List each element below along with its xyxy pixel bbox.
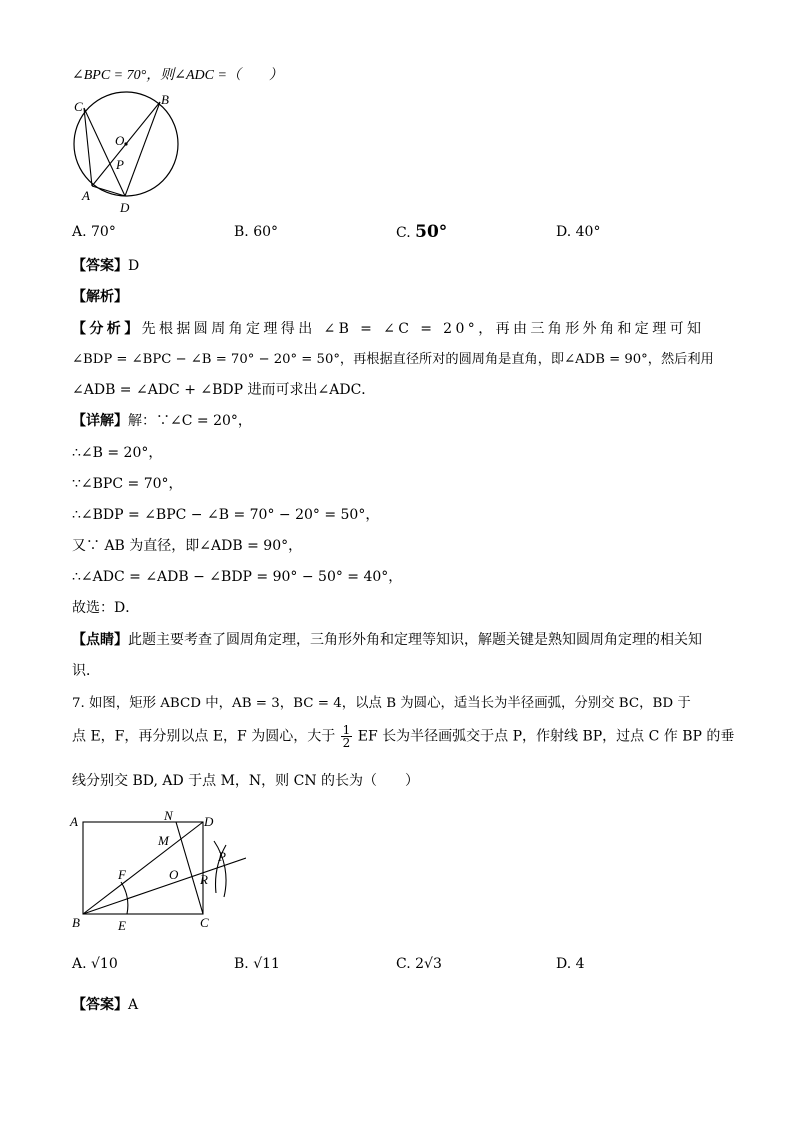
label-D: D bbox=[120, 200, 130, 215]
q6-detail-line-2: ∴∠B = 20°， bbox=[72, 445, 163, 461]
q6-comment-line-1: 【点睛】此题主要考查了圆周角定理，三角形外角和定理等知识，解题关键是熟知圆周角定理的相关知 bbox=[72, 632, 702, 648]
label-P: P bbox=[116, 157, 124, 172]
q6-option-b: B. 60° bbox=[234, 224, 279, 240]
q7-option-a: A. √10 bbox=[72, 956, 118, 972]
q6-detail-line-5: 又∵ AB 为直径，即∠ADB = 90°， bbox=[72, 538, 303, 554]
q6-comment-line-2: 识． bbox=[72, 663, 100, 679]
q6-analysis-line-2: ∠BDP = ∠BPC − ∠B = 70° − 20° = 50°，再根据直径所对的圆周角是直角，即∠ADB = 90°，然后利用 bbox=[72, 352, 714, 367]
q6-detail-line-4: ∴∠BDP = ∠BPC − ∠B = 70° − 20° = 50°， bbox=[72, 507, 380, 523]
q7-stem-line-2: 点 E，F，再分别以点 E，F 为圆心，大于 $\frac{1}{2}$ EF 长为半径画弧交于点 P，作射线 BP，过点 C 作 BP 的垂 bbox=[72, 723, 735, 750]
q6-analysis-line-3: ∠ADB = ∠ADC + ∠BDP 进而可求出∠ADC． bbox=[72, 382, 376, 398]
label-O: O bbox=[169, 867, 179, 882]
q7-option-c: C. 2√3 bbox=[396, 956, 442, 972]
label-N: N bbox=[164, 808, 173, 823]
q6-option-c: C. 50° bbox=[396, 222, 448, 242]
q7-stem-line-1: 7. 如图，矩形 ABCD 中，AB = 3，BC = 4，以点 B 为圆心，适当长为半径画弧，分别交 BC，BD 于 bbox=[72, 696, 691, 711]
q6-option-d: D. 40° bbox=[556, 224, 601, 240]
q6-detail-line-6: ∴∠ADC = ∠ADB − ∠BDP = 90° − 50° = 40°， bbox=[72, 569, 403, 585]
q6-answer: 【答案】D bbox=[72, 258, 140, 274]
label-C: C bbox=[200, 915, 209, 930]
label-B: B bbox=[161, 92, 169, 107]
label-D: D bbox=[204, 814, 214, 829]
q6-analysis-line-1: 【分析】先根据圆周角定理得出 ∠B = ∠C = 20°，再由三角形外角和定理可知 bbox=[72, 321, 705, 337]
q6-analysis-tag: 【解析】 bbox=[72, 289, 128, 305]
q6-circle-figure bbox=[60, 88, 190, 220]
q7-option-d: D. 4 bbox=[556, 956, 585, 972]
label-A: A bbox=[82, 188, 90, 203]
label-O: O bbox=[115, 133, 125, 148]
q6-detail-line-1: 【详解】解：∵∠C = 20°， bbox=[72, 413, 252, 429]
q6-stem-line: ∠BPC = 70°，则∠ADC =（ ） bbox=[72, 68, 283, 83]
label-P: P bbox=[218, 849, 226, 864]
q6-detail-line-3: ∵∠BPC = 70°， bbox=[72, 476, 183, 492]
q6-detail-line-7: 故选：D． bbox=[72, 600, 140, 616]
label-R: R bbox=[200, 872, 208, 887]
q7-stem-line-3: 线分别交 BD, AD 于点 M，N，则 CN 的长为（ ） bbox=[72, 773, 420, 789]
q6-option-a: A. 70° bbox=[72, 224, 116, 240]
label-F: F bbox=[118, 867, 126, 882]
q7-option-b: B. √11 bbox=[234, 956, 280, 972]
q7-rectangle-figure bbox=[66, 805, 246, 935]
label-B: B bbox=[72, 915, 80, 930]
label-A: A bbox=[70, 814, 78, 829]
label-C: C bbox=[74, 99, 83, 114]
q7-answer: 【答案】A bbox=[72, 997, 139, 1013]
label-E: E bbox=[118, 918, 126, 933]
label-M: M bbox=[158, 833, 169, 848]
fraction-one-half: $\frac{1}{2}$ bbox=[342, 723, 351, 750]
